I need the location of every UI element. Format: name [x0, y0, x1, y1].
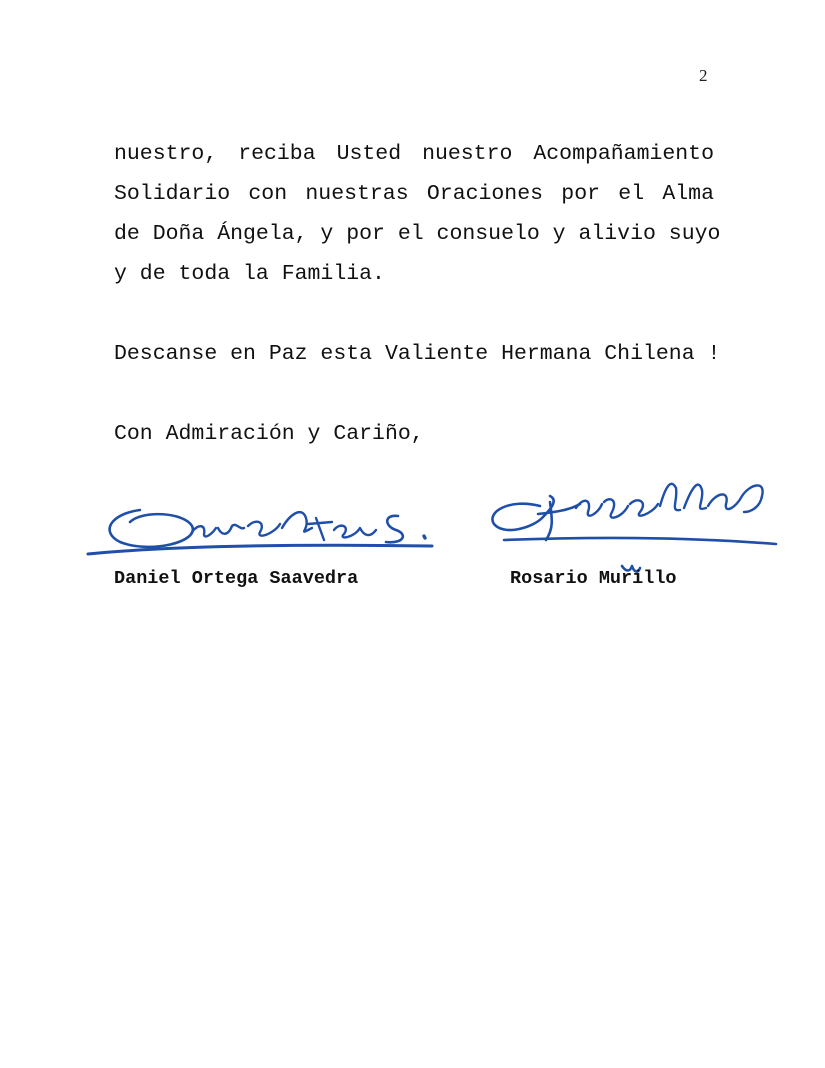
signature-daniel-ortega	[80, 488, 440, 568]
salutation: Con Admiración y Cariño,	[114, 422, 424, 446]
page-number: 2	[699, 66, 708, 85]
paragraph-line: y de toda la Familia.	[114, 262, 385, 286]
signatory-name-rosario: Rosario Murillo	[510, 568, 677, 589]
signatory-name-daniel: Daniel Ortega Saavedra	[114, 568, 359, 589]
closing-wish: Descanse en Paz esta Valiente Hermana Chilena !	[114, 342, 721, 366]
paragraph-line: nuestro, reciba Usted nuestro Acompañamiento	[114, 142, 714, 166]
paragraph-line: de Doña Ángela, y por el consuelo y alivio suyo	[114, 222, 721, 246]
signature-rosario-murillo	[480, 462, 780, 582]
paragraph-line: Solidario con nuestras Oraciones por el Alma	[114, 182, 714, 206]
